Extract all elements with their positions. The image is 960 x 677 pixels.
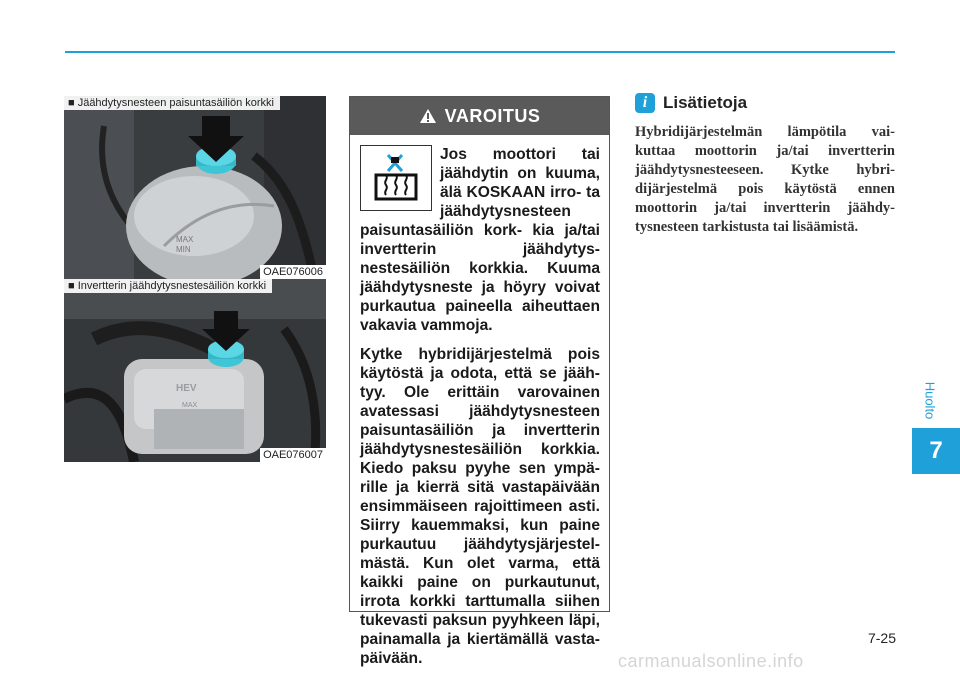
hot-coolant-icon (360, 145, 432, 211)
photo-code: OAE076007 (260, 448, 326, 462)
warning-paragraph-2: Kytke hybridijärjestelmä pois käytöstä ja odota, että se jääh- tyy. Ole erittäin varovainen avatessasi jäähdytysnesteen paisuntasäiliön ja invertterin jäähdytysnestesäiliön korkkia. Kiedo paksu pyyhe sen ympä- rille ja kierrä sitä vastapäivään ensimmäiseen rajoittimeen asti. Siirry kauemmaksi, kun paine purkautuu jäähdytysjärjestel- mästä. Kun olet varma, että kaikki paine on purkautunut, irrota korkki tarttumalla siihen tukevasti paksun pyyhkeen läpi, painamalla ja kiertämällä vasta- päivään. (360, 346, 600, 667)
watermark: carmanualsonline.info (618, 651, 804, 671)
header-rule (65, 51, 895, 53)
section-label: Huolto (922, 381, 938, 419)
info-text: Hybridijärjestelmän lämpötila vai- kuttaa moottorin ja/tai invertterin jäähdytysnesteeseen. Kytke hybri- dijärjestelmä pois käytöstä ennen moottorin ja/tai invertterin jäähdy- tysnesteen tarkistusta tai lisäämistä. (635, 124, 895, 235)
min-mark: MIN (176, 245, 191, 254)
coolant-reservoir-photo (64, 96, 326, 279)
warning-box (349, 96, 610, 667)
info-title: Lisätietoja (663, 93, 748, 112)
warning-title: VAROITUS (444, 105, 541, 126)
chapter-tab: 7 (912, 428, 960, 474)
photo-caption: ■ Invertterin jäähdytysnestesäiliön korkki (64, 279, 272, 293)
photo-code: OAE076006 (260, 265, 326, 279)
info-section (635, 93, 895, 237)
warning-header (350, 97, 609, 135)
warning-triangle-icon (419, 108, 437, 124)
coolant-reservoir-illustration (64, 96, 326, 279)
photo-caption: ■ Jäähdytysnesteen paisuntasäiliön korkki (64, 96, 280, 110)
info-icon: i (635, 93, 655, 113)
warning-paragraph-1: Jos moottori tai jäähdytin on kuuma, älä KOSKAAN irro- ta jäähdytysnesteen paisuntasäiliön kork- kia ja/tai invertterin jäähdytys- nestesäiliön korkkia. Kuuma jäähdytysneste ja höyry voivat purkautua paineella aiheuttaen vakavia vammoja. (360, 146, 600, 334)
max-mark: MAX (176, 235, 194, 244)
inverter-reservoir-photo (64, 279, 326, 462)
hev-mark: HEV (176, 383, 197, 394)
max-mark: MAX (182, 402, 198, 409)
page-number: 7-25 (867, 630, 896, 646)
inverter-reservoir-illustration (64, 279, 326, 462)
